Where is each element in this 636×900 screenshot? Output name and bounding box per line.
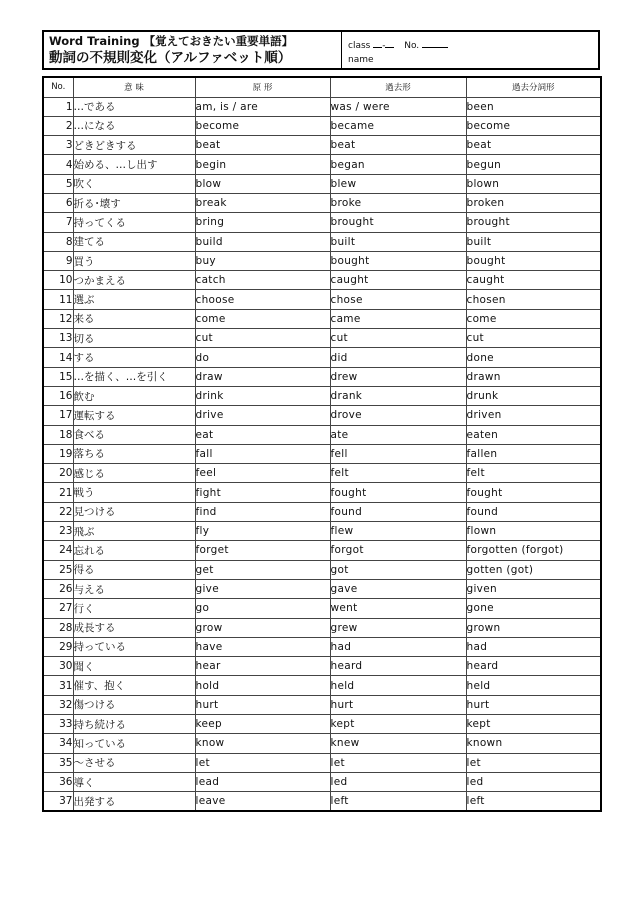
base-form-cell: get: [195, 560, 330, 579]
row-number: 28: [43, 618, 73, 637]
row-number: 8: [43, 232, 73, 251]
row-number: 33: [43, 715, 73, 734]
past-participle-cell: hurt: [466, 695, 601, 714]
base-form-cell: keep: [195, 715, 330, 734]
past-form-cell: cut: [330, 329, 466, 348]
row-number: 3: [43, 136, 73, 155]
table-header-row: [43, 77, 601, 97]
table-row: [43, 541, 601, 560]
row-number: 25: [43, 560, 73, 579]
base-form-cell: drink: [195, 386, 330, 405]
meaning-cell: つかまえる: [73, 271, 195, 290]
base-form-cell: draw: [195, 367, 330, 386]
past-form-cell: flew: [330, 522, 466, 541]
base-form-cell: choose: [195, 290, 330, 309]
base-form-cell: drive: [195, 406, 330, 425]
meaning-cell: 持ち続ける: [73, 715, 195, 734]
past-participle-cell: fallen: [466, 444, 601, 463]
base-form-cell: lead: [195, 772, 330, 791]
meaning-cell: 出発する: [73, 792, 195, 811]
past-participle-cell: gotten (got): [466, 560, 601, 579]
past-form-cell: kept: [330, 715, 466, 734]
base-form-cell: begin: [195, 155, 330, 174]
meaning-cell: 落ちる: [73, 444, 195, 463]
past-participle-cell: driven: [466, 406, 601, 425]
table-row: [43, 657, 601, 676]
table-row: [43, 193, 601, 212]
base-form-cell: break: [195, 193, 330, 212]
base-form-cell: know: [195, 734, 330, 753]
past-form-cell: had: [330, 637, 466, 656]
row-number: 6: [43, 193, 73, 212]
base-form-cell: beat: [195, 136, 330, 155]
table-row: [43, 425, 601, 444]
table-row: [43, 579, 601, 598]
row-number: 10: [43, 271, 73, 290]
base-form-cell: let: [195, 753, 330, 772]
base-form-cell: build: [195, 232, 330, 251]
table-row: [43, 753, 601, 772]
past-form-cell: grew: [330, 618, 466, 637]
class-label: class: [348, 41, 371, 51]
row-number: 7: [43, 213, 73, 232]
table-row: [43, 444, 601, 463]
row-number: 36: [43, 772, 73, 791]
name-label: name: [348, 55, 374, 65]
past-participle-cell: chosen: [466, 290, 601, 309]
worksheet-subtitle: 動詞の不規則変化（アルファベット順）: [49, 50, 292, 66]
table-row: [43, 136, 601, 155]
base-form-cell: catch: [195, 271, 330, 290]
base-form-cell: have: [195, 637, 330, 656]
past-form-cell: beat: [330, 136, 466, 155]
table-row: [43, 386, 601, 405]
header-meaning: 意 味: [73, 77, 195, 97]
meaning-cell: 食べる: [73, 425, 195, 444]
meaning-cell: 見つける: [73, 502, 195, 521]
meaning-cell: 買う: [73, 251, 195, 270]
past-form-cell: gave: [330, 579, 466, 598]
past-form-cell: found: [330, 502, 466, 521]
table-row: [43, 309, 601, 328]
base-form-cell: find: [195, 502, 330, 521]
name-row: [348, 53, 592, 67]
past-form-cell: bought: [330, 251, 466, 270]
past-participle-cell: built: [466, 232, 601, 251]
table-row: [43, 116, 601, 135]
base-form-cell: hold: [195, 676, 330, 695]
base-form-cell: become: [195, 116, 330, 135]
worksheet-header: [42, 30, 600, 70]
base-form-cell: fight: [195, 483, 330, 502]
meaning-cell: 知っている: [73, 734, 195, 753]
meaning-cell: 建てる: [73, 232, 195, 251]
base-form-cell: bring: [195, 213, 330, 232]
past-participle-cell: broken: [466, 193, 601, 212]
row-number: 20: [43, 464, 73, 483]
header-past-form: 過去形: [330, 77, 466, 97]
meaning-cell: 聞く: [73, 657, 195, 676]
past-participle-cell: begun: [466, 155, 601, 174]
table-row: [43, 502, 601, 521]
base-form-cell: give: [195, 579, 330, 598]
meaning-cell: 吹く: [73, 174, 195, 193]
table-row: [43, 464, 601, 483]
table-row: [43, 232, 601, 251]
meaning-cell: 持ってくる: [73, 213, 195, 232]
meaning-cell: 成長する: [73, 618, 195, 637]
past-participle-cell: caught: [466, 271, 601, 290]
title-block: [44, 32, 342, 68]
meaning-cell: 折る･壊す: [73, 193, 195, 212]
past-participle-cell: left: [466, 792, 601, 811]
table-row: [43, 560, 601, 579]
row-number: 29: [43, 637, 73, 656]
table-row: [43, 772, 601, 791]
row-number: 35: [43, 753, 73, 772]
base-form-cell: grow: [195, 618, 330, 637]
class-room-blank: [385, 37, 394, 48]
meaning-cell: どきどきする: [73, 136, 195, 155]
past-form-cell: ate: [330, 425, 466, 444]
past-participle-cell: found: [466, 502, 601, 521]
meaning-cell: 戦う: [73, 483, 195, 502]
row-number: 18: [43, 425, 73, 444]
header-no: No.: [43, 77, 73, 97]
row-number: 11: [43, 290, 73, 309]
row-number: 21: [43, 483, 73, 502]
row-number: 37: [43, 792, 73, 811]
past-form-cell: was / were: [330, 97, 466, 116]
past-form-cell: became: [330, 116, 466, 135]
table-row: [43, 483, 601, 502]
past-participle-cell: been: [466, 97, 601, 116]
past-participle-cell: cut: [466, 329, 601, 348]
past-form-cell: blew: [330, 174, 466, 193]
table-row: [43, 367, 601, 386]
row-number: 14: [43, 348, 73, 367]
past-participle-cell: known: [466, 734, 601, 753]
base-form-cell: hurt: [195, 695, 330, 714]
row-number: 31: [43, 676, 73, 695]
base-form-cell: cut: [195, 329, 330, 348]
past-form-cell: did: [330, 348, 466, 367]
past-participle-cell: led: [466, 772, 601, 791]
past-participle-cell: eaten: [466, 425, 601, 444]
table-row: [43, 599, 601, 618]
past-form-cell: got: [330, 560, 466, 579]
meaning-cell: …を描く、…を引く: [73, 367, 195, 386]
table-row: [43, 213, 601, 232]
past-participle-cell: beat: [466, 136, 601, 155]
past-form-cell: left: [330, 792, 466, 811]
table-row: [43, 695, 601, 714]
row-number: 1: [43, 97, 73, 116]
meaning-cell: 飛ぶ: [73, 522, 195, 541]
past-participle-cell: become: [466, 116, 601, 135]
meaning-cell: 選ぶ: [73, 290, 195, 309]
base-form-cell: buy: [195, 251, 330, 270]
past-participle-cell: felt: [466, 464, 601, 483]
worksheet-title: Word Training 【覚えておきたい重要単語】: [49, 34, 294, 48]
base-form-cell: feel: [195, 464, 330, 483]
row-number: 9: [43, 251, 73, 270]
past-form-cell: led: [330, 772, 466, 791]
row-number: 4: [43, 155, 73, 174]
meaning-cell: 忘れる: [73, 541, 195, 560]
meaning-cell: 傷つける: [73, 695, 195, 714]
row-number: 27: [43, 599, 73, 618]
meaning-cell: 感じる: [73, 464, 195, 483]
meaning-cell: 行く: [73, 599, 195, 618]
past-participle-cell: heard: [466, 657, 601, 676]
table-row: [43, 715, 601, 734]
past-participle-cell: bought: [466, 251, 601, 270]
row-number: 2: [43, 116, 73, 135]
table-row: [43, 155, 601, 174]
past-participle-cell: drawn: [466, 367, 601, 386]
past-form-cell: chose: [330, 290, 466, 309]
table-row: [43, 637, 601, 656]
past-form-cell: fell: [330, 444, 466, 463]
base-form-cell: forget: [195, 541, 330, 560]
past-participle-cell: done: [466, 348, 601, 367]
meaning-cell: …になる: [73, 116, 195, 135]
table-row: [43, 290, 601, 309]
header-base-form: 原 形: [195, 77, 330, 97]
past-form-cell: drank: [330, 386, 466, 405]
past-participle-cell: brought: [466, 213, 601, 232]
past-participle-cell: flown: [466, 522, 601, 541]
past-form-cell: forgot: [330, 541, 466, 560]
past-participle-cell: kept: [466, 715, 601, 734]
meaning-cell: 来る: [73, 309, 195, 328]
row-number: 19: [43, 444, 73, 463]
table-row: [43, 734, 601, 753]
table-row: [43, 251, 601, 270]
number-blank: [422, 37, 448, 48]
base-form-cell: am, is / are: [195, 97, 330, 116]
meaning-cell: …である: [73, 97, 195, 116]
meaning-cell: 与える: [73, 579, 195, 598]
meaning-cell: する: [73, 348, 195, 367]
base-form-cell: come: [195, 309, 330, 328]
meaning-cell: ～させる: [73, 753, 195, 772]
base-form-cell: blow: [195, 174, 330, 193]
row-number: 12: [43, 309, 73, 328]
row-number: 24: [43, 541, 73, 560]
past-participle-cell: given: [466, 579, 601, 598]
table-row: [43, 522, 601, 541]
row-number: 34: [43, 734, 73, 753]
table-row: [43, 348, 601, 367]
class-dash: -: [382, 41, 386, 51]
past-participle-cell: held: [466, 676, 601, 695]
past-form-cell: held: [330, 676, 466, 695]
past-participle-cell: forgotten (forgot): [466, 541, 601, 560]
table-row: [43, 271, 601, 290]
past-participle-cell: fought: [466, 483, 601, 502]
past-participle-cell: gone: [466, 599, 601, 618]
past-form-cell: fought: [330, 483, 466, 502]
table-row: [43, 406, 601, 425]
number-label: No.: [404, 41, 420, 51]
meaning-cell: 運転する: [73, 406, 195, 425]
past-participle-cell: blown: [466, 174, 601, 193]
class-grade-blank: [373, 37, 382, 48]
past-participle-cell: drunk: [466, 386, 601, 405]
past-form-cell: felt: [330, 464, 466, 483]
base-form-cell: go: [195, 599, 330, 618]
row-number: 15: [43, 367, 73, 386]
past-form-cell: began: [330, 155, 466, 174]
table-row: [43, 676, 601, 695]
class-row: [348, 37, 592, 53]
base-form-cell: fly: [195, 522, 330, 541]
past-form-cell: came: [330, 309, 466, 328]
table-row: [43, 174, 601, 193]
row-number: 26: [43, 579, 73, 598]
row-number: 23: [43, 522, 73, 541]
meaning-cell: 切る: [73, 329, 195, 348]
student-info-block: [342, 32, 598, 68]
table-row: [43, 97, 601, 116]
base-form-cell: do: [195, 348, 330, 367]
table-row: [43, 618, 601, 637]
base-form-cell: leave: [195, 792, 330, 811]
meaning-cell: 得る: [73, 560, 195, 579]
base-form-cell: fall: [195, 444, 330, 463]
meaning-cell: 催す、抱く: [73, 676, 195, 695]
row-number: 30: [43, 657, 73, 676]
row-number: 16: [43, 386, 73, 405]
past-form-cell: drove: [330, 406, 466, 425]
meaning-cell: 持っている: [73, 637, 195, 656]
past-form-cell: built: [330, 232, 466, 251]
base-form-cell: eat: [195, 425, 330, 444]
past-form-cell: hurt: [330, 695, 466, 714]
past-participle-cell: had: [466, 637, 601, 656]
table-body: [43, 97, 601, 811]
row-number: 22: [43, 502, 73, 521]
meaning-cell: 飲む: [73, 386, 195, 405]
table-row: [43, 792, 601, 811]
row-number: 5: [43, 174, 73, 193]
past-form-cell: brought: [330, 213, 466, 232]
row-number: 13: [43, 329, 73, 348]
past-participle-cell: come: [466, 309, 601, 328]
past-participle-cell: let: [466, 753, 601, 772]
past-form-cell: let: [330, 753, 466, 772]
row-number: 32: [43, 695, 73, 714]
past-participle-cell: grown: [466, 618, 601, 637]
past-form-cell: caught: [330, 271, 466, 290]
header-past-participle: 過去分詞形: [466, 77, 601, 97]
meaning-cell: 始める、…し出す: [73, 155, 195, 174]
row-number: 17: [43, 406, 73, 425]
past-form-cell: knew: [330, 734, 466, 753]
past-form-cell: broke: [330, 193, 466, 212]
base-form-cell: hear: [195, 657, 330, 676]
irregular-verb-table: [42, 76, 602, 812]
past-form-cell: heard: [330, 657, 466, 676]
table-row: [43, 329, 601, 348]
past-form-cell: went: [330, 599, 466, 618]
meaning-cell: 導く: [73, 772, 195, 791]
past-form-cell: drew: [330, 367, 466, 386]
